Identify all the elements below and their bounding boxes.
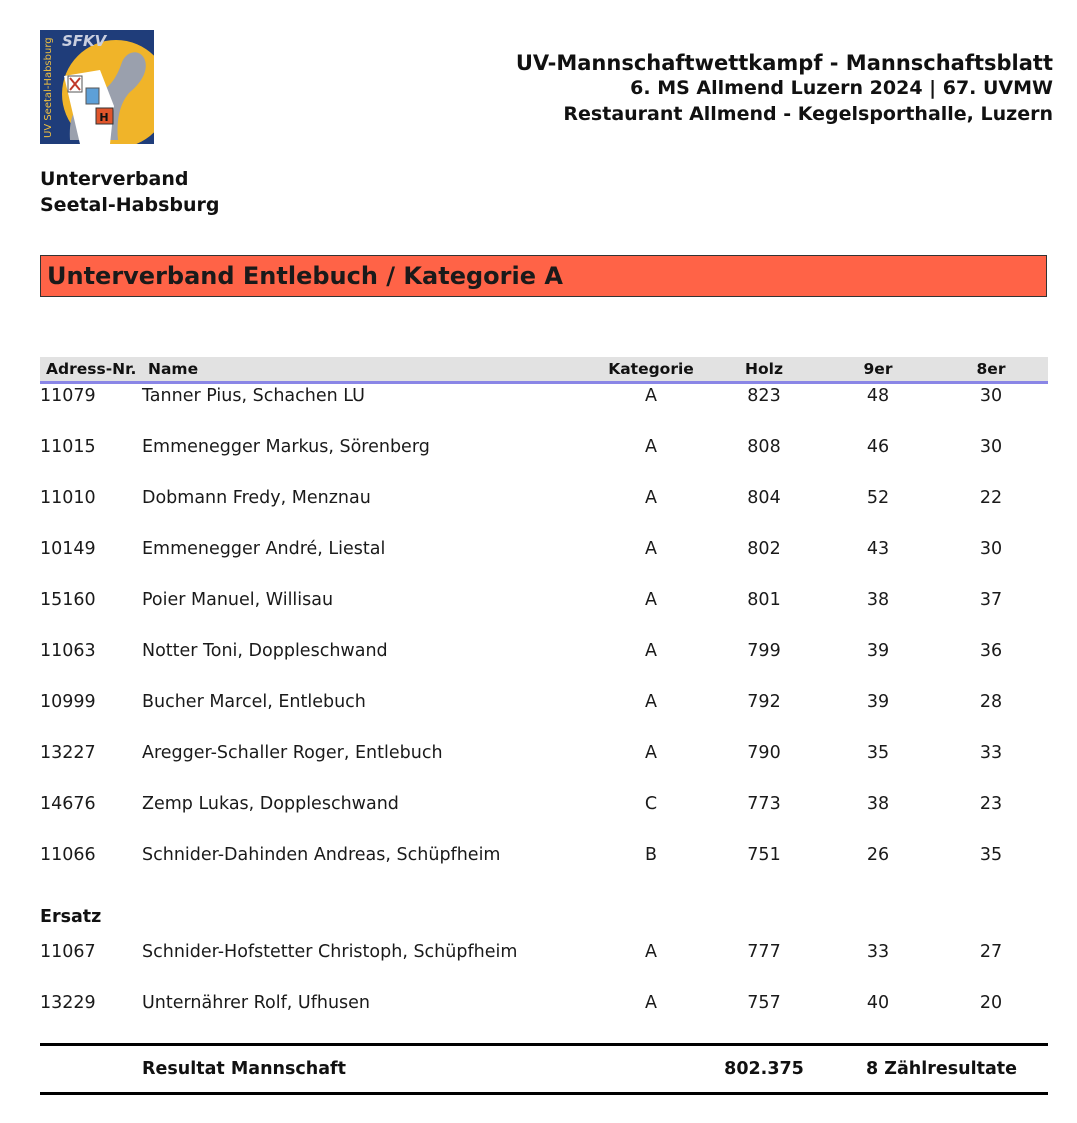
cell-name: Emmenegger André, Liestal [142, 539, 386, 559]
cell-name: Aregger-Schaller Roger, Entlebuch [142, 743, 443, 763]
result-count: 8 Zählresultate [866, 1059, 1018, 1079]
team-title: Unterverband Entlebuch / Kategorie A [47, 262, 563, 290]
table-row: 14676 Zemp Lukas, Doppleschwand C 773 38 23 [40, 794, 1003, 814]
event-subtitle: 6. MS Allmend Luzern 2024 | 67. UVMW [630, 77, 1053, 99]
svg-text:SFKV: SFKV [62, 32, 107, 50]
table-row: 11066 Schnider-Dahinden Andreas, Schüpfheim B 751 26 35 [40, 845, 1003, 865]
cell-name: Bucher Marcel, Entlebuch [142, 692, 366, 712]
svg-text:UV Seetal-Habsburg: UV Seetal-Habsburg [43, 37, 54, 138]
table-row: 13227 Aregger-Schaller Roger, Entlebuch A 790 35 33 [40, 743, 1003, 763]
result-label: Resultat Mannschaft [142, 1059, 347, 1079]
table-row: 11063 Notter Toni, Doppleschwand A 799 39 36 [40, 641, 1003, 661]
cell-name: Notter Toni, Doppleschwand [142, 641, 388, 661]
venue: Restaurant Allmend - Kegelsporthalle, Luzern [563, 103, 1053, 125]
player-table [40, 384, 1048, 1042]
table-row: 11067 Schnider-Hofstetter Christoph, Schüpfheim A 777 33 27 [40, 942, 1003, 962]
organization-line-1: Unterverband [40, 168, 189, 190]
organization-name [40, 166, 220, 218]
document-header [516, 50, 1053, 128]
cell-adress-nr: 11010 [40, 488, 96, 508]
document-title: UV-Mannschaftwettkampf - Mannschaftsblatt [515, 51, 1053, 75]
cell-name: Poier Manuel, Willisau [142, 590, 334, 610]
cell-adress-nr: 13229 [40, 993, 96, 1013]
column-header-nr: Adress-Nr. [46, 360, 137, 378]
cell-adress-nr: 15160 [40, 590, 96, 610]
table-row: 13229 Unternährer Rolf, Ufhusen A 757 40 20 [40, 993, 1003, 1013]
cell-adress-nr: 10999 [40, 692, 96, 712]
svg-text:H: H [99, 111, 109, 124]
cell-adress-nr: 11066 [40, 845, 96, 865]
cell-adress-nr: 11063 [40, 641, 96, 661]
sfkv-logo-icon [40, 30, 154, 144]
table-row: 10149 Emmenegger André, Liestal A 802 43 30 [40, 539, 1003, 559]
cell-name: Unternährer Rolf, Ufhusen [142, 993, 371, 1013]
cell-name: Tanner Pius, Schachen LU [142, 386, 365, 406]
table-row: 11010 Dobmann Fredy, Menznau A 804 52 22 [40, 488, 1003, 508]
cell-adress-nr: 13227 [40, 743, 96, 763]
cell-name: Emmenegger Markus, Sörenberg [142, 437, 430, 457]
organization-line-2: Seetal-Habsburg [40, 194, 220, 216]
cell-adress-nr: 11067 [40, 942, 96, 962]
cell-adress-nr: 10149 [40, 539, 96, 559]
column-header-name: Name [148, 360, 199, 378]
table-header: Adress-Nr. Name Kategorie Holz 9er 8er [40, 357, 1048, 384]
team-result: Resultat Mannschaft 802.375 8 Zählresultate [40, 1043, 1048, 1095]
table-row: 11079 Tanner Pius, Schachen LU A 823 48 30 [40, 386, 1003, 406]
cell-adress-nr: 11015 [40, 437, 96, 457]
team-banner [40, 255, 1047, 297]
reserve-section-label: Ersatz [40, 907, 102, 927]
table-row: 10999 Bucher Marcel, Entlebuch A 792 39 28 [40, 692, 1003, 712]
cell-name: Schnider-Hofstetter Christoph, Schüpfheim [142, 942, 518, 962]
table-row: 11015 Emmenegger Markus, Sörenberg A 808 46 30 [40, 437, 1003, 457]
cell-adress-nr: 14676 [40, 794, 96, 814]
cell-name: Dobmann Fredy, Menznau [142, 488, 371, 508]
cell-name: Zemp Lukas, Doppleschwand [142, 794, 399, 814]
cell-name: Schnider-Dahinden Andreas, Schüpfheim [142, 845, 501, 865]
table-row: 15160 Poier Manuel, Willisau A 801 38 37 [40, 590, 1003, 610]
cell-adress-nr: 11079 [40, 386, 96, 406]
